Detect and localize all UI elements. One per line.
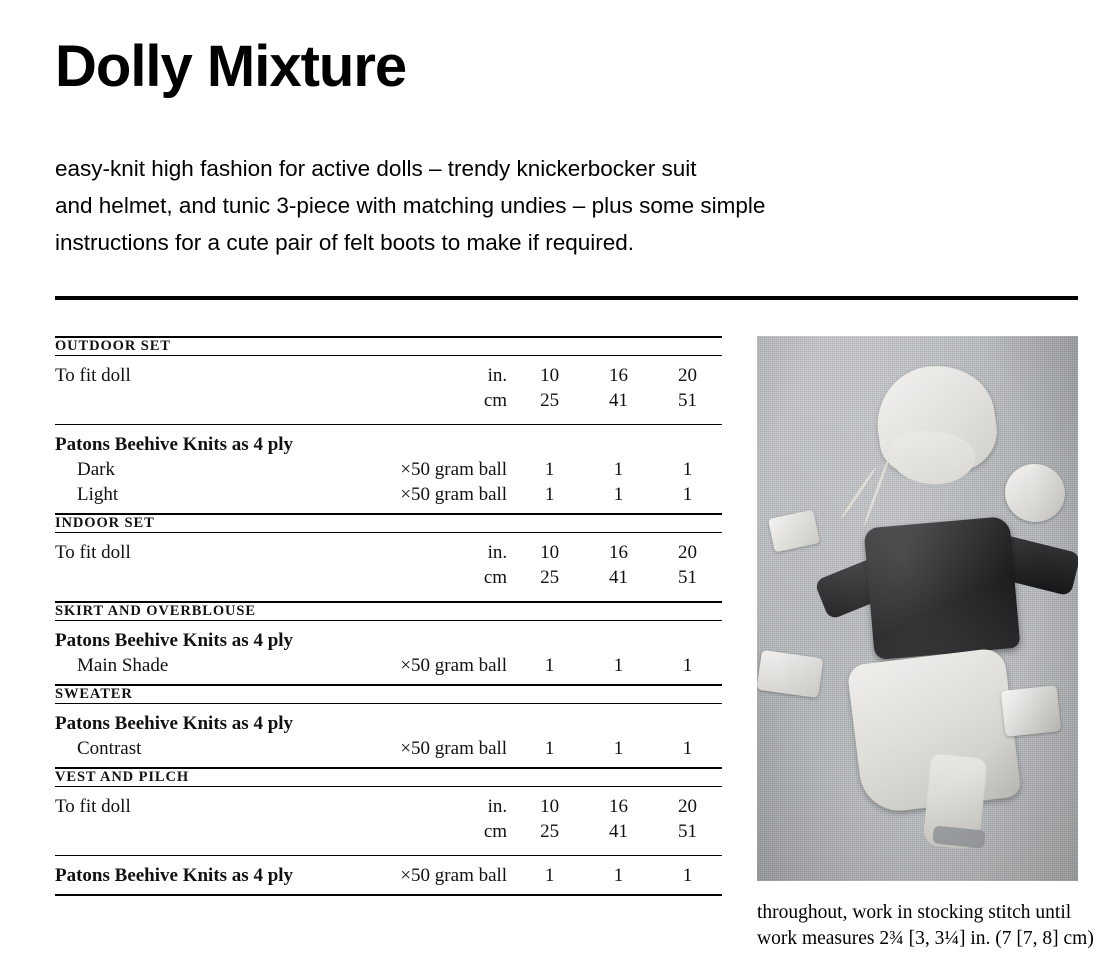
row-value bbox=[515, 705, 584, 737]
row-label: To fit doll bbox=[55, 542, 131, 563]
instruction-line-1: throughout, work in stocking stitch until bbox=[757, 902, 1072, 923]
intro-line-3: instructions for a cute pair of felt boots to make if required. bbox=[55, 230, 635, 255]
table-row bbox=[55, 622, 722, 654]
row-value: 10 bbox=[540, 542, 560, 563]
section-heading-label: SKIRT AND OVERBLOUSE bbox=[55, 603, 256, 619]
row-value: 1 bbox=[682, 655, 693, 676]
row-unit: cm bbox=[483, 821, 508, 842]
row-value bbox=[653, 622, 722, 654]
row-value bbox=[584, 705, 653, 737]
row-value: 25 bbox=[540, 390, 560, 411]
row-value bbox=[653, 426, 722, 458]
table-row bbox=[55, 458, 722, 483]
spacer bbox=[55, 845, 722, 855]
section-heading-sweater bbox=[55, 686, 722, 703]
table-row bbox=[55, 426, 722, 458]
table-row bbox=[55, 534, 722, 566]
row-unit bbox=[392, 705, 515, 737]
row-value: 16 bbox=[609, 365, 629, 386]
row-value: 1 bbox=[613, 738, 624, 759]
row-label: Dark bbox=[77, 459, 115, 480]
row-value: 25 bbox=[540, 821, 560, 842]
row-label bbox=[55, 820, 392, 845]
instruction-text bbox=[757, 900, 1094, 952]
row-unit: in. bbox=[487, 365, 508, 386]
row-unit: cm bbox=[483, 567, 508, 588]
row-value: 20 bbox=[678, 796, 697, 817]
row-value: 41 bbox=[609, 390, 629, 411]
row-label: To fit doll bbox=[55, 796, 131, 817]
row-label: Patons Beehive Knits as 4 ply bbox=[55, 630, 294, 651]
row-value bbox=[515, 426, 584, 458]
row-value: 1 bbox=[682, 459, 693, 480]
table-row bbox=[55, 654, 722, 679]
table-row bbox=[55, 857, 722, 889]
row-value: 20 bbox=[678, 542, 697, 563]
row-value: 1 bbox=[613, 484, 624, 505]
row-value: 1 bbox=[544, 484, 555, 505]
row-label bbox=[55, 389, 392, 414]
table-row bbox=[55, 820, 722, 845]
row-unit: ×50 gram ball bbox=[400, 459, 508, 480]
intro-line-1: easy-knit high fashion for active dolls – trendy knickerbocker suit bbox=[55, 156, 697, 181]
row-value bbox=[584, 426, 653, 458]
table-row bbox=[55, 389, 722, 414]
instruction-line-2: work measures 2¾ [3, 3¼] in. (7 [7, 8] cm) bbox=[757, 928, 1094, 949]
section-heading-label: INDOOR SET bbox=[55, 515, 155, 531]
row-value: 1 bbox=[544, 865, 555, 886]
row-label: Light bbox=[77, 484, 119, 505]
table-rule bbox=[55, 894, 722, 896]
row-value: 1 bbox=[613, 655, 624, 676]
section-heading-vest-and-pilch bbox=[55, 769, 722, 786]
row-value: 1 bbox=[544, 459, 555, 480]
row-value: 41 bbox=[609, 567, 629, 588]
row-value: 1 bbox=[682, 865, 693, 886]
intro-line-2: and helmet, and tunic 3-piece with matching undies – plus some simple bbox=[55, 193, 766, 218]
header-divider bbox=[55, 296, 1078, 300]
row-value bbox=[584, 622, 653, 654]
row-value: 1 bbox=[613, 865, 624, 886]
row-label: Patons Beehive Knits as 4 ply bbox=[55, 713, 294, 734]
row-unit bbox=[392, 622, 515, 654]
row-value: 16 bbox=[609, 796, 629, 817]
row-value: 1 bbox=[613, 459, 624, 480]
row-value: 1 bbox=[544, 738, 555, 759]
section-heading-label: VEST AND PILCH bbox=[55, 769, 190, 785]
row-value: 51 bbox=[678, 567, 697, 588]
section-heading-indoor-set bbox=[55, 515, 722, 532]
row-unit bbox=[392, 426, 515, 458]
specification-table bbox=[55, 336, 722, 896]
row-unit: cm bbox=[483, 390, 508, 411]
spacer bbox=[55, 591, 722, 601]
row-value: 51 bbox=[678, 390, 697, 411]
table-row bbox=[55, 357, 722, 389]
row-value: 10 bbox=[540, 365, 560, 386]
row-value: 25 bbox=[540, 567, 560, 588]
row-unit: ×50 gram ball bbox=[400, 865, 508, 886]
section-heading-skirt-and-overblouse bbox=[55, 603, 722, 620]
row-label bbox=[55, 566, 392, 591]
row-label: Patons Beehive Knits as 4 ply bbox=[55, 434, 294, 455]
row-value: 16 bbox=[609, 542, 629, 563]
row-label: Main Shade bbox=[77, 655, 169, 676]
row-value: 1 bbox=[682, 484, 693, 505]
row-value bbox=[653, 705, 722, 737]
row-value: 51 bbox=[678, 821, 697, 842]
row-label: Contrast bbox=[77, 738, 142, 759]
row-label: To fit doll bbox=[55, 365, 131, 386]
page-title: Dolly Mixture bbox=[55, 34, 407, 99]
table-row bbox=[55, 788, 722, 820]
table-row bbox=[55, 737, 722, 762]
row-label: Patons Beehive Knits as 4 ply bbox=[55, 865, 294, 886]
table-row bbox=[55, 483, 722, 508]
row-value: 1 bbox=[682, 738, 693, 759]
row-value bbox=[515, 622, 584, 654]
spacer bbox=[55, 414, 722, 424]
row-value: 1 bbox=[544, 655, 555, 676]
table-row bbox=[55, 705, 722, 737]
knitted-doll-outfit-photo bbox=[757, 336, 1078, 881]
intro-paragraph bbox=[55, 150, 955, 261]
row-unit: in. bbox=[487, 796, 508, 817]
row-unit: ×50 gram ball bbox=[400, 484, 508, 505]
row-unit: ×50 gram ball bbox=[400, 655, 508, 676]
row-value: 10 bbox=[540, 796, 560, 817]
section-heading-outdoor-set bbox=[55, 338, 722, 355]
row-unit: ×50 gram ball bbox=[400, 738, 508, 759]
row-value: 20 bbox=[678, 365, 697, 386]
section-heading-label: OUTDOOR SET bbox=[55, 338, 171, 354]
row-unit: in. bbox=[487, 542, 508, 563]
photo-vignette bbox=[757, 336, 1078, 881]
row-value: 41 bbox=[609, 821, 629, 842]
section-heading-label: SWEATER bbox=[55, 686, 133, 702]
table-row bbox=[55, 566, 722, 591]
